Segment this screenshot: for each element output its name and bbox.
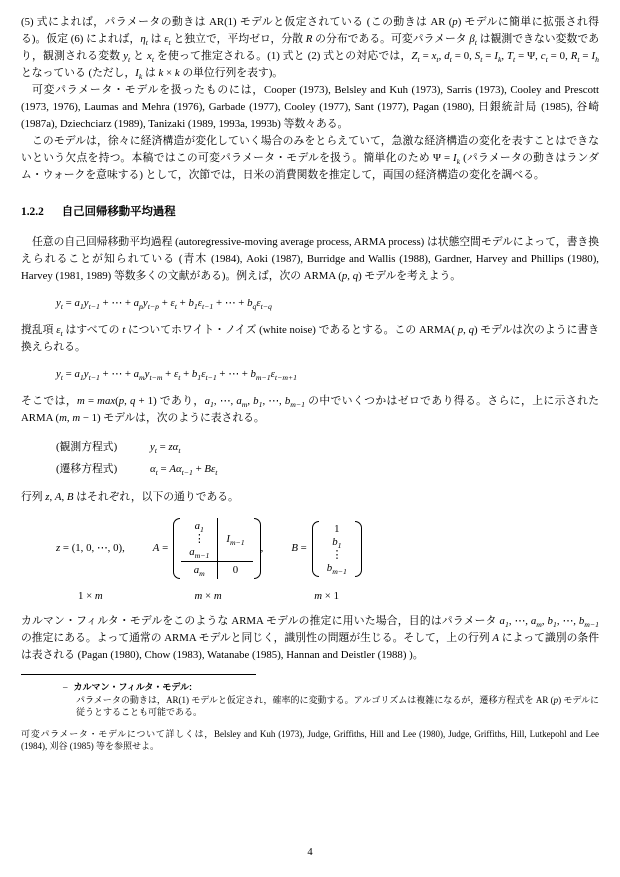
A-zero: 0	[232, 564, 239, 576]
footnote-kalman-head	[63, 681, 599, 694]
A-matrix-prefix: A =	[152, 542, 169, 554]
left-paren	[312, 521, 319, 577]
A-matrix-comma: ,	[260, 542, 264, 554]
A-top-right-cell	[218, 518, 252, 562]
A-matrix-cells	[181, 518, 252, 579]
B-vdots: ⋮	[331, 548, 343, 561]
A-matrix	[153, 518, 264, 579]
B-one: 1	[334, 522, 340, 535]
A-top-left-cell	[181, 518, 218, 562]
paragraph-references-variable-parameter: 可変パラメータ・モデルを扱ったものには，Cooper (1973), Belsley and Kuh (1973), Sarris (1973), Cooley and Prescott (1973, 1976), Laumas and Mehra (1976), Garbade (1977), Cooley (1977), Sant (1977), Pagan (1980), 日銀統計局 (1985), 谷崎 (1987a), Dziechciarz (1989), Tanizaki (1989, 1993a, 1993b) 等数々ある。	[21, 84, 599, 130]
B-vector-cells	[320, 521, 354, 577]
footnotes	[21, 681, 599, 753]
B-bm-1: $b_{m-1}$	[326, 561, 347, 576]
right-paren	[254, 518, 261, 579]
paragraph-white-noise: 撹乱項 $\varepsilon_t$ はすべての t についてホワイト・ノイズ (white noise) であるとする。この ARMA( p, q) モデルは次のように書き換えられる。	[21, 324, 599, 353]
footnote-kalman-item	[21, 681, 599, 719]
A-dimension-label: m × m	[194, 590, 222, 602]
transition-equation-row	[56, 458, 599, 480]
section-title: 自己回帰移動平均過程	[61, 206, 176, 218]
paragraph-model-limitation: このモデルは，徐々に経済構造が変化していく場合のみをとらえていて，急激な経済構造の変化を表すことはできないという欠点を持つ。本稿ではこの可変パラメータ・モデルを扱う。簡単化のため $\Psi = I_k$ (パラメータの動きはランダム・ウォークを意味する) として，次節では，日米の消費関数を推定して，両国の経済構造の変化を調べる。	[21, 135, 599, 181]
paragraph-kalman-identification: カルマン・フィルタ・モデルをこのような ARMA モデルの推定に用いた場合，目的はパラメータ $a_1$, ⋯, $a_m$, $b_1$, ⋯, $b_{m-1}$ の推定にある。よって通常の ARMA モデルと同じく，識別性の問題が生じる。そして，上の行列 A によって識別の条件は表される (Pagan (1980), Chow (1983), Watanabe (1985), Hannan and Deistler (1988) )。	[21, 615, 600, 661]
transition-equation: $\alpha_t = A\alpha_{t-1} + B\varepsilon_t$	[150, 463, 218, 478]
B-dimension-label: m × 1	[314, 590, 339, 602]
B-vector-prefix: B =	[291, 542, 307, 554]
paragraph-arma-intro: 任意の自己回帰移動平均過程 (autoregressive-moving average process, ARMA process) は状態空間モデルによって，書き換えられることが知られている (青木 (1984), Aoki (1987), Burridge and Wallis (1988), Gardner, Harvey and Phillips (1980), Harvey (1981, 1989) 等数多くの文献がある)。例えば，次の ARMA (p, q) モデルを考えよう。	[21, 236, 599, 282]
z-vector	[56, 540, 125, 557]
observation-equation-row	[56, 436, 599, 458]
footnote-kalman-text: パラメータの動きは，AR(1) モデルと仮定され，確率的に変動する。アルゴリズムは複雑になるが，遷移方程式を AR (p) モデルに従うとすることも可能である。	[76, 694, 599, 717]
z-dimension-label: 1 × m	[78, 590, 103, 602]
observation-equation: $y_t = z\alpha_t$	[150, 441, 181, 456]
section-number: 1.2.2	[21, 206, 44, 218]
equation-arma-pq: $y_t = a_1y_{t-1}$ + ⋯ + $a_py_{t-p} + \varepsilon_t + b_1\varepsilon_{t-1}$ + ⋯ + $b_q\varepsilon_{t-q}$	[56, 297, 272, 312]
footnote-variable-parameter-refs: 可変パラメータ・モデルについて詳しくは，Belsley and Kuh (1973), Judge, Griffiths, Hill and Lee (1980), Judge, Griffiths, Hill, Lutkepohl and Lee (1984), 刈谷 (1985) 等を参照せよ。	[21, 728, 599, 751]
state-space-equations	[21, 436, 599, 480]
matrix-display	[21, 518, 599, 605]
B-vector	[291, 521, 362, 577]
A-vdots: ⋮	[193, 533, 205, 545]
footnote-rule	[21, 674, 256, 675]
paragraph-matrices-intro: 行列 z, A, B はそれぞれ，以下の通りである。	[21, 491, 239, 503]
paragraph-ar1-assumption: (5) 式によれば，パラメータの動きは AR(1) モデルと仮定されている (この動きは AR (p) モデルに簡単に拡張され得る)。仮定 (6) によれば，$\eta_t$ は $\varepsilon_t$ と独立で，平均ゼロ，分散 R の分布である。可変パラメータ $\beta_t$ は観測できない変数であり，観測される変数 $y_t$ と $x_t$ を使って推定される。(1) 式と (2) 式との対応では，$Z_t = x_t$, $d_t = 0$, $S_t = I_k$, $T_t = \Psi$, $c_t = 0$, $R_t = I_h$ となっている (ただし，$I_k$ は k × k の単位行列を表す)。	[21, 16, 599, 82]
paragraph-max-pq: そこでは，m = max(p, q + 1) であり，$a_1$, ⋯, $a_m$, $b_1$, ⋯, $b_{m-1}$ の中でいくつかはゼロであり得る。さらに，上に示された ARMA (m, m − 1) モデルは，次のように表される。	[21, 395, 600, 424]
A-am-1: $a_{m-1}$	[189, 546, 210, 561]
right-paren	[355, 521, 362, 577]
footnote-item-dash: –	[63, 682, 68, 692]
observation-equation-label: (観測方程式)	[56, 441, 118, 453]
left-paren	[173, 518, 180, 579]
A-bottom-left-cell	[181, 562, 218, 579]
A-am: $a_m$	[193, 564, 205, 579]
A-identity: $I_{m-1}$	[226, 533, 245, 548]
A-a1: $a_1$	[194, 520, 204, 535]
transition-equation-label: (遷移方程式)	[56, 463, 118, 475]
A-bottom-right-cell	[218, 562, 252, 579]
z-vector-expression: z = (1, 0, ⋯, 0),	[56, 542, 125, 554]
B-b1: $b_1$	[332, 535, 342, 550]
section-heading	[21, 204, 599, 221]
footnote-kalman-title: カルマン・フィルタ・モデル:	[73, 682, 192, 692]
equation-arma-m: $y_t = a_1y_{t-1}$ + ⋯ + $a_my_{t-m} + \varepsilon_t + b_1\varepsilon_{t-1}$ + ⋯ + $b_{m-1}\varepsilon_{t-m+1}$	[56, 368, 298, 383]
B-vector-parens	[312, 521, 362, 577]
A-matrix-parens	[173, 518, 260, 579]
page-number: 4	[307, 847, 313, 858]
